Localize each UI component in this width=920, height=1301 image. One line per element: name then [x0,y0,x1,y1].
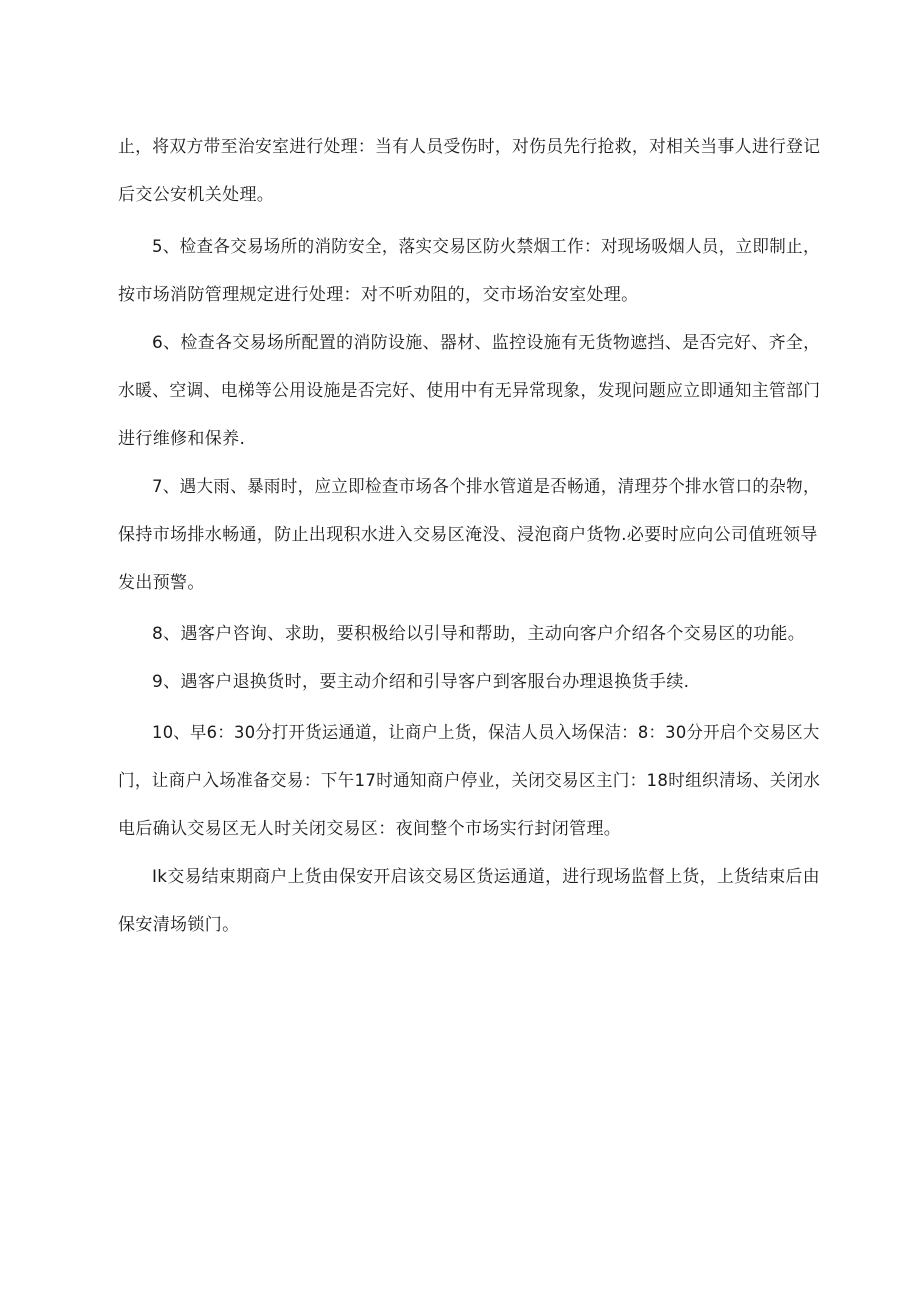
paragraph-7-line-3: 发出预警。 [118,573,205,593]
paragraph-5-line-2: 按市场消防管理规定进行处理：对不听劝阻的，交市场治安室处理。 [118,285,639,305]
paragraph-7-line-2: 保持市场排水畅通，防止出现积水进入交易区淹没、浸泡商户货物.必要时应向公司值班领导 [118,525,818,545]
paragraph-6-line-3: 进行维修和保养. [118,429,246,449]
paragraph-9: 9、遇客户退换货时，要主动介绍和引导客户到客服台办理退换货手续. [152,672,690,692]
paragraph-10-line-2: 门，让商户入场准备交易：下午17时通知商户停业，关闭交易区主门：18时组织清场、关闭水 [118,771,821,791]
paragraph-11-line-1: Ik交易结束期商户上货由保安开启该交易区货运通道，进行现场监督上货，上货结束后由 [152,867,820,887]
paragraph-6-line-1: 6、检查各交易场所配置的消防设施、器材、监控设施有无货物遮挡、是否完好、齐全， [152,333,821,353]
text-line-2: 后交公安机关处理。 [118,185,275,205]
paragraph-10-line-3: 电后确认交易区无人时关闭交易区：夜间整个市场实行封闭管理。 [118,819,622,839]
paragraph-7-line-1: 7、遇大雨、暴雨时，应立即检查市场各个排水管道是否畅通，清理芬个排水管口的杂物， [152,477,820,497]
paragraph-6-line-2: 水暖、空调、电梯等公用设施是否完好、使用中有无异常现象，发现问题应立即通知主管部门 [118,381,821,401]
paragraph-10-line-1: 10、早6：30分打开货运通道，让商户上货，保洁人员入场保洁：8：30分开启个交易区大 [152,723,820,743]
paragraph-8: 8、遇客户咨询、求助，要积极给以引导和帮助，主动向客户介绍各个交易区的功能。 [152,624,806,644]
paragraph-5-line-1: 5、检查各交易场所的消防安全，落实交易区防火禁烟工作：对现场吸烟人员，立即制止， [152,237,820,257]
text-line-1: 止，将双方带至治安室进行处理：当有人员受伤时，对伤员先行抢救，对相关当事人进行登记 [118,137,821,157]
paragraph-11-line-2: 保安清场锁门。 [118,915,240,935]
